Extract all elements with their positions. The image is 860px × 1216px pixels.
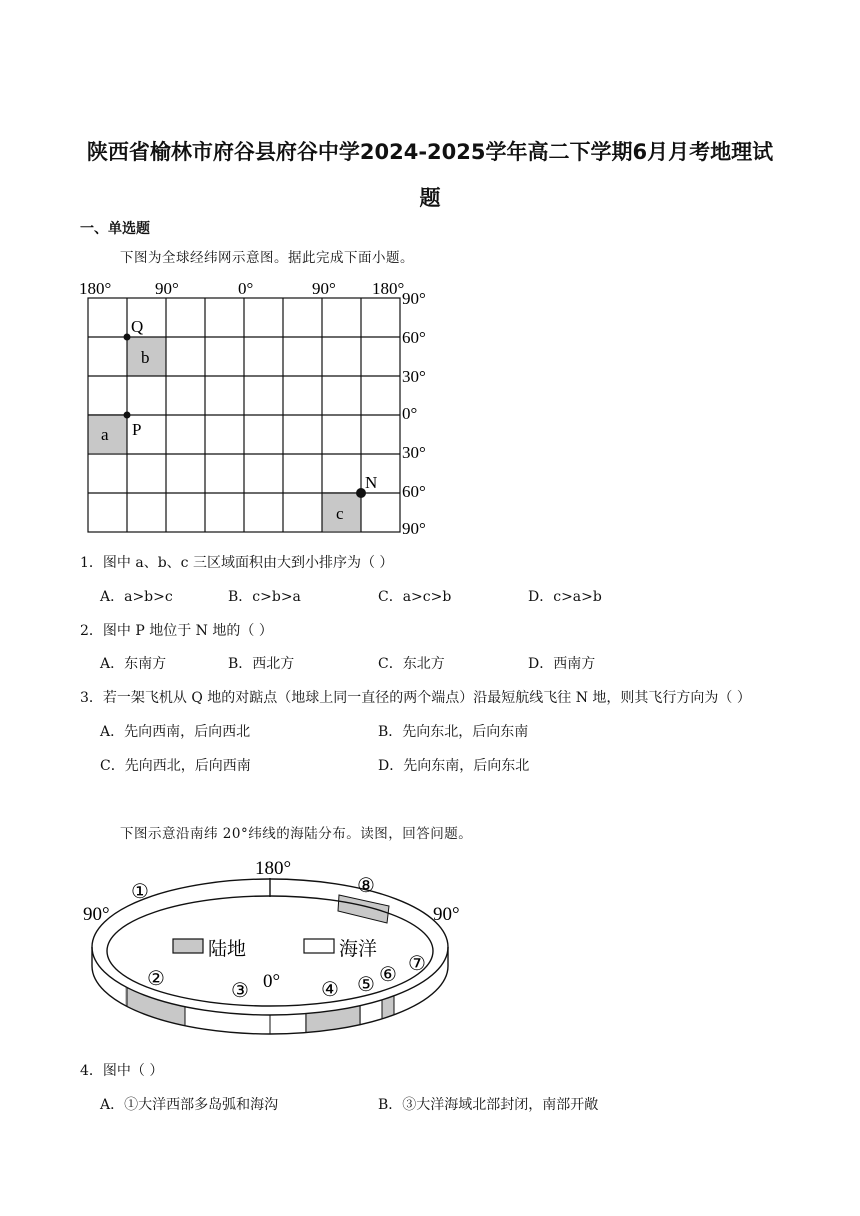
q4-option-a[interactable]: A．①大洋西部多岛弧和海沟 <box>100 1097 279 1113</box>
q1-option-c[interactable]: C．a>c>b <box>378 589 452 605</box>
lat-label-60n: 60° <box>402 328 426 347</box>
q2-option-c[interactable]: C．东北方 <box>378 656 445 672</box>
page-title-continued: 题 <box>419 186 441 210</box>
q3-option-a[interactable]: A．先向西南，后向西北 <box>100 724 251 740</box>
lat-label-60s: 60° <box>402 482 426 501</box>
q1-option-d[interactable]: D．c>a>b <box>528 589 602 605</box>
page-title: 陕西省榆林市府谷县府谷中学2024-2025学年高二下学期6月月考地理试 <box>86 140 774 164</box>
lon-label-0: 0° <box>238 279 254 298</box>
lon-label-180w: 180° <box>79 279 112 298</box>
q1-stem: 1．图中 a、b、c 三区域面积由大到小排序为（ ） <box>80 555 394 571</box>
legend-ocean-label: 海洋 <box>339 939 378 960</box>
region-a-label: a <box>101 425 109 444</box>
lon-label-180e: 180° <box>372 279 405 298</box>
marker-5: ⑤ <box>357 974 375 996</box>
lat-label-90n: 90° <box>402 289 426 308</box>
q4-stem: 4．图中（ ） <box>80 1063 164 1079</box>
q2-stem: 2．图中 P 地位于 N 地的（ ） <box>80 623 273 639</box>
lat-label-30n: 30° <box>402 367 426 386</box>
point-n-label: N <box>365 473 378 492</box>
front-land-segments <box>125 970 394 1040</box>
point-q <box>124 334 131 341</box>
marker-4: ④ <box>321 979 339 1001</box>
land-segment-8 <box>338 895 389 923</box>
legend-land-label: 陆地 <box>208 939 247 960</box>
point-p <box>124 412 131 419</box>
marker-6: ⑥ <box>379 964 397 986</box>
legend-land-swatch <box>173 939 203 953</box>
region-c-label: c <box>336 504 344 523</box>
q2-option-b[interactable]: B．西北方 <box>228 656 295 672</box>
point-q-label: Q <box>131 317 144 336</box>
section-heading: 一、单选题 <box>80 221 150 237</box>
lon-label-90e: 90° <box>312 279 336 298</box>
marker-3: ③ <box>231 980 249 1002</box>
lat-label-90s: 90° <box>402 519 426 538</box>
lon-label-90w: 90° <box>155 279 179 298</box>
q3-option-d[interactable]: D．先向东南，后向东北 <box>378 758 530 774</box>
q3-option-b[interactable]: B．先向东北，后向东南 <box>378 724 529 740</box>
deg-label-90-right: 90° <box>433 904 460 925</box>
lat-label-equator: 0° <box>402 404 418 423</box>
lat-long-grid-figure <box>75 275 445 540</box>
region-b-label: b <box>141 348 150 367</box>
legend-ocean-swatch <box>304 939 334 953</box>
q1-option-b[interactable]: B．c>b>a <box>228 589 301 605</box>
marker-8: ⑧ <box>357 875 375 897</box>
q3-option-c[interactable]: C．先向西北，后向西南 <box>100 758 251 774</box>
marker-7: ⑦ <box>408 953 426 975</box>
latitude-ring-figure <box>75 850 475 1050</box>
q4-option-b[interactable]: B．③大洋海域北部封闭，南部开敞 <box>378 1097 599 1113</box>
q2-option-d[interactable]: D．西南方 <box>528 656 596 672</box>
deg-label-90-left: 90° <box>83 904 110 925</box>
deg-label-0: 0° <box>263 971 281 992</box>
group1-intro: 下图为全球经纬网示意图。据此完成下面小题。 <box>120 250 414 266</box>
q1-option-a[interactable]: A．a>b>c <box>100 589 173 605</box>
lat-label-30s: 30° <box>402 443 426 462</box>
group2-intro: 下图示意沿南纬 20°纬线的海陆分布。读图，回答问题。 <box>120 826 473 842</box>
deg-label-180: 180° <box>255 858 292 879</box>
marker-1: ① <box>131 881 149 903</box>
marker-2: ② <box>147 968 165 990</box>
q3-stem: 3．若一架飞机从 Q 地的对踮点（地球上同一直径的两个端点）沿最短航线飞往 N 地，则其飞行方向为（ ） <box>80 690 751 706</box>
point-p-label: P <box>132 420 142 439</box>
q2-option-a[interactable]: A．东南方 <box>100 656 167 672</box>
